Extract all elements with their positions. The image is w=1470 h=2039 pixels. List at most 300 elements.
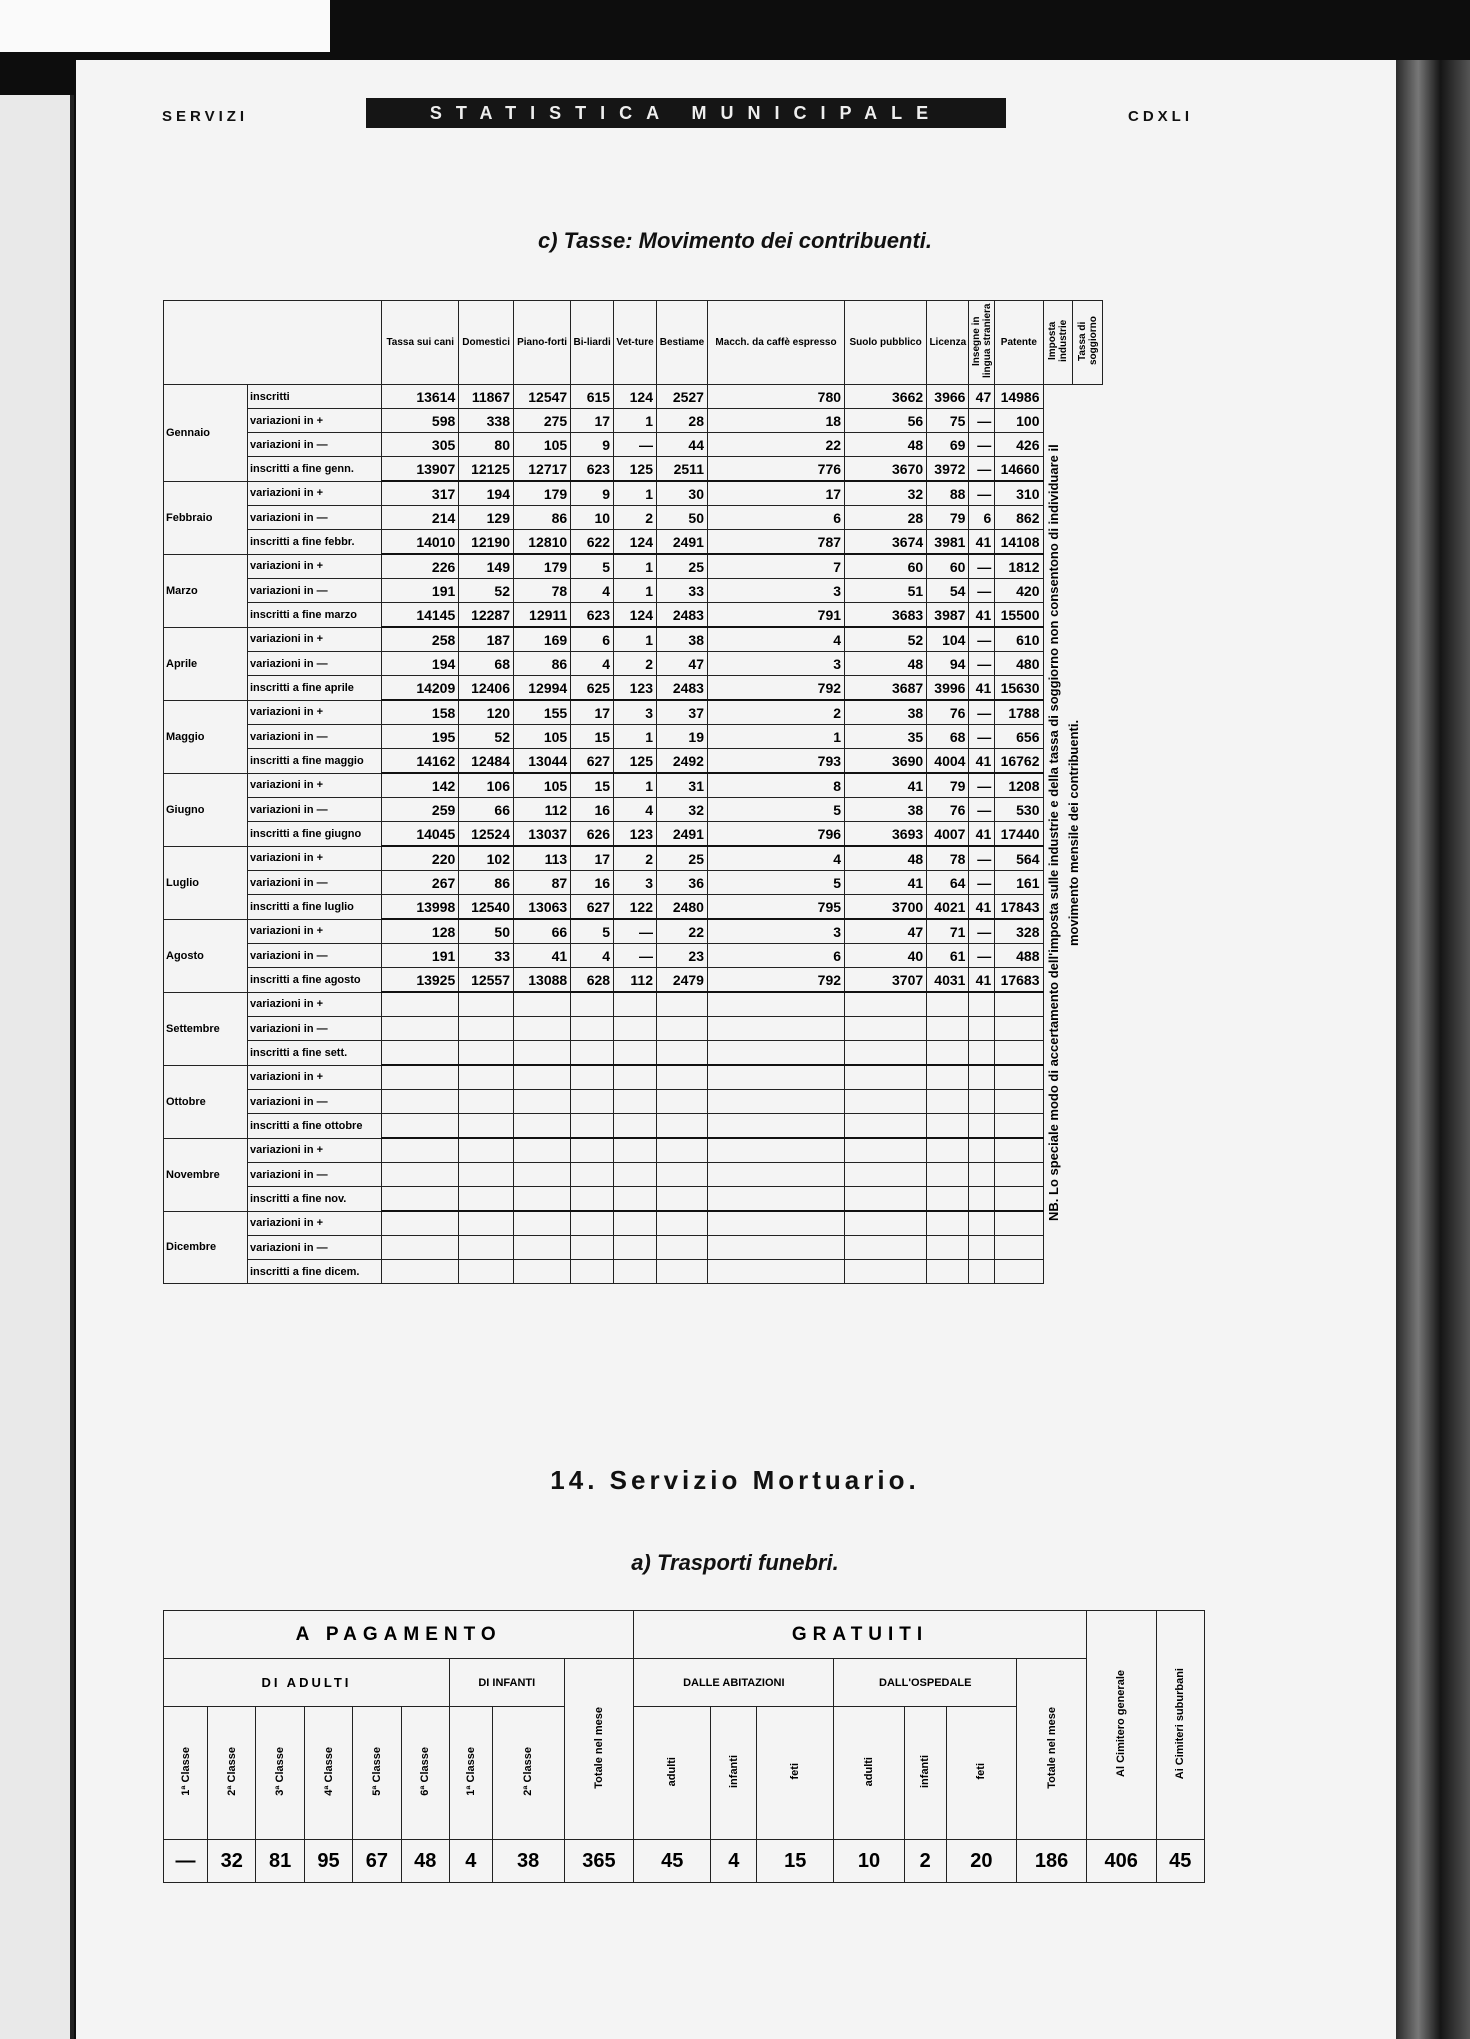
data-cell: 194 [382,652,459,676]
data-cell [382,1041,459,1066]
table-row [164,579,1103,603]
row-label: variazioni in + [248,1138,382,1163]
data-cell [707,1187,844,1212]
data-cell: 12540 [459,895,514,920]
data-cell: 79 [927,773,969,798]
data-cell: 3 [707,579,844,603]
data-cell: 17 [571,846,614,871]
data-cell [382,1211,459,1236]
table-row [164,944,1103,968]
data-cell: 3683 [845,603,927,628]
data-cell [571,1163,614,1187]
data-cell: 125 [614,457,657,482]
data-cell: 2479 [656,968,707,993]
row-label: variazioni in — [248,725,382,749]
row-label: variazioni in + [248,627,382,652]
funeral-column-header: adulti [634,1707,711,1840]
table-row [164,676,1103,701]
row-label: variazioni in — [248,579,382,603]
month-label: Dicembre [164,1211,248,1284]
data-cell [514,1163,571,1187]
table-row [164,871,1103,895]
data-cell [969,1260,995,1284]
data-cell [459,992,514,1017]
data-cell: 16762 [995,749,1043,774]
data-cell [927,1090,969,1114]
table-row [164,530,1103,555]
col-totale-pagamento: Totale nel mese [564,1659,634,1840]
data-cell: — [614,944,657,968]
data-cell: 86 [514,506,571,530]
data-cell: 530 [995,798,1043,822]
data-cell: 86 [459,871,514,895]
data-cell: 338 [459,409,514,433]
data-cell: 776 [707,457,844,482]
data-cell: 3700 [845,895,927,920]
data-cell: 41 [969,968,995,993]
data-cell [382,1138,459,1163]
table-row [164,968,1103,993]
data-cell [707,1041,844,1066]
data-cell [614,1090,657,1114]
funeral-column-header: 2ª Classe [208,1707,256,1840]
data-cell: 25 [656,846,707,871]
column-header: Vet-ture [614,301,657,385]
data-cell: 16 [571,798,614,822]
data-cell [459,1090,514,1114]
data-cell: 598 [382,409,459,433]
running-header-banner: STATISTICA MUNICIPALE [366,98,1006,128]
data-cell: 14010 [382,530,459,555]
di-adulti-header: DI ADULTI [164,1659,450,1707]
data-cell: 1788 [995,700,1043,725]
month-label: Luglio [164,846,248,919]
table-row [164,1187,1103,1212]
data-cell [514,1065,571,1090]
data-cell: 19 [656,725,707,749]
data-cell [656,1260,707,1284]
data-cell: — [969,481,995,506]
data-cell: 112 [614,968,657,993]
data-cell: 12994 [514,676,571,701]
data-cell [614,1017,657,1041]
data-cell: 9 [571,433,614,457]
data-cell: 3670 [845,457,927,482]
data-cell: 656 [995,725,1043,749]
data-cell [995,1236,1043,1260]
data-cell: 25 [656,554,707,579]
row-label: variazioni in + [248,919,382,944]
funeral-column-header: 1ª Classe [164,1707,208,1840]
contributors-table-header [164,301,1103,385]
data-cell: 795 [707,895,844,920]
row-label: variazioni in + [248,409,382,433]
data-cell [382,1017,459,1041]
col-cimitero-generale: Al Cimitero generale [1086,1611,1156,1840]
data-cell: 305 [382,433,459,457]
data-cell [707,992,844,1017]
month-label: Settembre [164,992,248,1065]
data-cell: 3674 [845,530,927,555]
data-cell: 51 [845,579,927,603]
data-cell [514,1138,571,1163]
data-cell [995,1114,1043,1139]
funeral-value-cell: 45 [634,1840,711,1883]
data-cell: 6 [969,506,995,530]
data-cell: 12557 [459,968,514,993]
table-row [164,1163,1103,1187]
data-cell [969,1187,995,1212]
table1-title: c) Tasse: Movimento dei contribuenti. [537,228,932,253]
data-cell: 14660 [995,457,1043,482]
row-label: variazioni in — [248,506,382,530]
data-cell: 13088 [514,968,571,993]
data-cell: 3 [614,700,657,725]
row-label: variazioni in + [248,481,382,506]
data-cell [571,1211,614,1236]
table-row [164,1211,1103,1236]
row-label: variazioni in — [248,798,382,822]
data-cell: 4 [707,846,844,871]
data-cell [382,992,459,1017]
data-cell: 2492 [656,749,707,774]
data-cell [707,1236,844,1260]
table-row [164,409,1103,433]
data-cell: 112 [514,798,571,822]
column-header: Bestiame [656,301,707,385]
data-cell: 12125 [459,457,514,482]
table-row [164,1236,1103,1260]
table-row [164,846,1103,871]
funeral-value-cell: 186 [1017,1840,1087,1883]
data-cell: 564 [995,846,1043,871]
month-label: Marzo [164,554,248,627]
data-cell: 191 [382,944,459,968]
data-cell [459,1187,514,1212]
data-cell: 15 [571,725,614,749]
data-cell: 17 [707,481,844,506]
data-cell: 66 [514,919,571,944]
row-label: inscritti a fine genn. [248,457,382,482]
column-header: Insegne in lingua straniera [969,301,995,385]
data-cell: — [969,919,995,944]
data-cell [656,1187,707,1212]
data-cell: 30 [656,481,707,506]
row-label: inscritti a fine marzo [248,603,382,628]
data-cell: 35 [845,725,927,749]
data-cell: 68 [927,725,969,749]
data-cell [707,1260,844,1284]
data-cell [927,1041,969,1066]
data-cell [845,1138,927,1163]
data-cell: 1 [614,554,657,579]
data-cell [656,992,707,1017]
data-cell: 17683 [995,968,1043,993]
data-cell: 1 [614,773,657,798]
data-cell [571,1138,614,1163]
data-cell: 125 [614,749,657,774]
data-cell: 38 [845,798,927,822]
funeral-column-header: adulti [834,1707,904,1840]
data-cell [614,1211,657,1236]
data-cell [459,1236,514,1260]
data-cell: 9 [571,481,614,506]
data-cell: 60 [927,554,969,579]
data-cell [969,1090,995,1114]
data-cell: 787 [707,530,844,555]
data-cell: 275 [514,409,571,433]
data-cell [614,1187,657,1212]
table-row [164,1090,1103,1114]
data-cell: 104 [927,627,969,652]
data-cell [459,1065,514,1090]
data-cell: 56 [845,409,927,433]
table-row [164,1138,1103,1163]
data-cell [927,1163,969,1187]
data-cell: 4021 [927,895,969,920]
data-cell: 47 [656,652,707,676]
data-cell: 52 [459,725,514,749]
data-cell: 17 [571,700,614,725]
data-cell: 3687 [845,676,927,701]
data-cell [969,992,995,1017]
row-label: variazioni in + [248,846,382,871]
table-row [164,773,1103,798]
funeral-transport-table [163,1610,1205,1883]
data-cell [382,1187,459,1212]
data-cell: 2 [614,506,657,530]
data-cell: 54 [927,579,969,603]
data-cell: 169 [514,627,571,652]
col-totale-gratuiti: Totale nel mese [1017,1659,1087,1840]
data-cell: 120 [459,700,514,725]
data-cell: 780 [707,385,844,409]
table-row [164,798,1103,822]
funeral-value-cell: — [164,1840,208,1883]
row-label: inscritti a fine luglio [248,895,382,920]
data-cell [927,1260,969,1284]
data-cell [995,1017,1043,1041]
data-cell: 158 [382,700,459,725]
data-cell: 792 [707,676,844,701]
data-cell: 12911 [514,603,571,628]
row-label: variazioni in — [248,1236,382,1260]
data-cell: 38 [656,627,707,652]
data-cell: 3662 [845,385,927,409]
row-label: inscritti a fine febbr. [248,530,382,555]
data-cell: 41 [969,530,995,555]
data-cell: 622 [571,530,614,555]
data-cell: 68 [459,652,514,676]
column-header: Imposta industrie [1043,301,1073,385]
row-label: inscritti a fine aprile [248,676,382,701]
data-cell [969,1041,995,1066]
funeral-column-header: infanti [711,1707,757,1840]
funeral-column-header: 5ª Classe [353,1707,401,1840]
data-cell: 267 [382,871,459,895]
data-cell: 14209 [382,676,459,701]
data-cell: 3987 [927,603,969,628]
data-cell: 41 [969,822,995,847]
data-cell [382,1163,459,1187]
data-cell: 4 [571,652,614,676]
table-row [164,506,1103,530]
column-header: Macch. da caffè espresso [707,301,844,385]
data-cell: 41 [969,603,995,628]
row-label: variazioni in — [248,652,382,676]
data-cell [571,1065,614,1090]
data-cell [707,1017,844,1041]
data-cell: 796 [707,822,844,847]
data-cell: 3966 [927,385,969,409]
data-cell: 14162 [382,749,459,774]
data-cell: 13925 [382,968,459,993]
data-cell: 420 [995,579,1043,603]
data-cell: 791 [707,603,844,628]
data-cell: 17843 [995,895,1043,920]
data-cell: 13037 [514,822,571,847]
data-cell: 50 [656,506,707,530]
data-cell [845,1211,927,1236]
data-cell: 86 [514,652,571,676]
row-label: inscritti a fine maggio [248,749,382,774]
month-label: Febbraio [164,481,248,554]
di-infanti-header: DI INFANTI [449,1659,564,1707]
data-cell: 14108 [995,530,1043,555]
data-cell: — [969,457,995,482]
data-cell: 48 [845,846,927,871]
data-cell: 87 [514,871,571,895]
data-cell: 4004 [927,749,969,774]
table-row [164,1114,1103,1139]
data-cell: 317 [382,481,459,506]
data-cell: 3693 [845,822,927,847]
data-cell: 259 [382,798,459,822]
data-cell [707,1163,844,1187]
data-cell: — [969,627,995,652]
data-cell: 44 [656,433,707,457]
row-label: inscritti a fine sett. [248,1041,382,1066]
table2-title: a) Trasporti funebri. [631,1550,839,1575]
data-cell [995,1138,1043,1163]
data-cell [571,992,614,1017]
data-cell [514,1187,571,1212]
row-label: variazioni in — [248,1163,382,1187]
data-cell: 64 [927,871,969,895]
data-cell: 2 [614,846,657,871]
data-cell: 13063 [514,895,571,920]
data-cell [459,1017,514,1041]
data-cell: 48 [845,433,927,457]
data-cell: 4007 [927,822,969,847]
data-cell [382,1114,459,1139]
data-cell [459,1114,514,1139]
data-cell [845,1236,927,1260]
data-cell [845,992,927,1017]
funeral-value-cell: 48 [401,1840,449,1883]
data-cell: 71 [927,919,969,944]
data-cell: 13614 [382,385,459,409]
data-cell: — [969,554,995,579]
data-cell: — [969,798,995,822]
data-cell [969,1236,995,1260]
data-cell: 13044 [514,749,571,774]
column-header: Patente [995,301,1043,385]
table-row [164,992,1103,1017]
data-cell: 2527 [656,385,707,409]
data-cell [656,1163,707,1187]
data-cell: 142 [382,773,459,798]
funeral-column-header: feti [757,1707,834,1840]
data-cell: 2511 [656,457,707,482]
funeral-value-cell: 20 [946,1840,1017,1883]
data-cell [995,992,1043,1017]
data-cell: 4 [707,627,844,652]
column-header: Tassa di soggiorno [1073,301,1103,385]
data-cell [571,1114,614,1139]
data-cell: 22 [656,919,707,944]
row-label: variazioni in + [248,1211,382,1236]
data-cell: 310 [995,481,1043,506]
data-cell [845,1041,927,1066]
funeral-column-header: 4ª Classe [304,1707,352,1840]
funeral-column-header: 1ª Classe [449,1707,492,1840]
data-cell [459,1041,514,1066]
data-cell: — [969,846,995,871]
data-cell: 220 [382,846,459,871]
table-row [164,749,1103,774]
data-cell: 17 [571,409,614,433]
data-cell: — [969,652,995,676]
table-row [164,433,1103,457]
data-cell [382,1090,459,1114]
data-cell: 124 [614,603,657,628]
data-cell: 12524 [459,822,514,847]
data-cell [459,1163,514,1187]
data-cell: 76 [927,798,969,822]
data-cell: 226 [382,554,459,579]
data-cell: 149 [459,554,514,579]
data-cell: 18 [707,409,844,433]
data-cell [927,1017,969,1041]
data-cell: 4 [571,944,614,968]
data-cell: 37 [656,700,707,725]
data-cell: 179 [514,554,571,579]
row-label: variazioni in + [248,700,382,725]
funeral-value-cell: 81 [256,1840,304,1883]
data-cell: 15 [571,773,614,798]
data-cell [514,1114,571,1139]
data-cell: — [614,919,657,944]
data-cell: 2491 [656,530,707,555]
data-cell [927,1065,969,1090]
row-label: variazioni in + [248,554,382,579]
data-cell: 2480 [656,895,707,920]
data-cell [995,1041,1043,1066]
data-cell: 123 [614,676,657,701]
data-cell [614,1065,657,1090]
data-cell: 105 [514,725,571,749]
month-label: Gennaio [164,385,248,482]
data-cell: 17440 [995,822,1043,847]
data-cell [845,1065,927,1090]
book-spine-edge [1396,60,1470,2039]
funeral-column-header: 3ª Classe [256,1707,304,1840]
data-cell: 426 [995,433,1043,457]
data-cell [459,1138,514,1163]
row-label: variazioni in — [248,433,382,457]
data-cell: — [969,433,995,457]
